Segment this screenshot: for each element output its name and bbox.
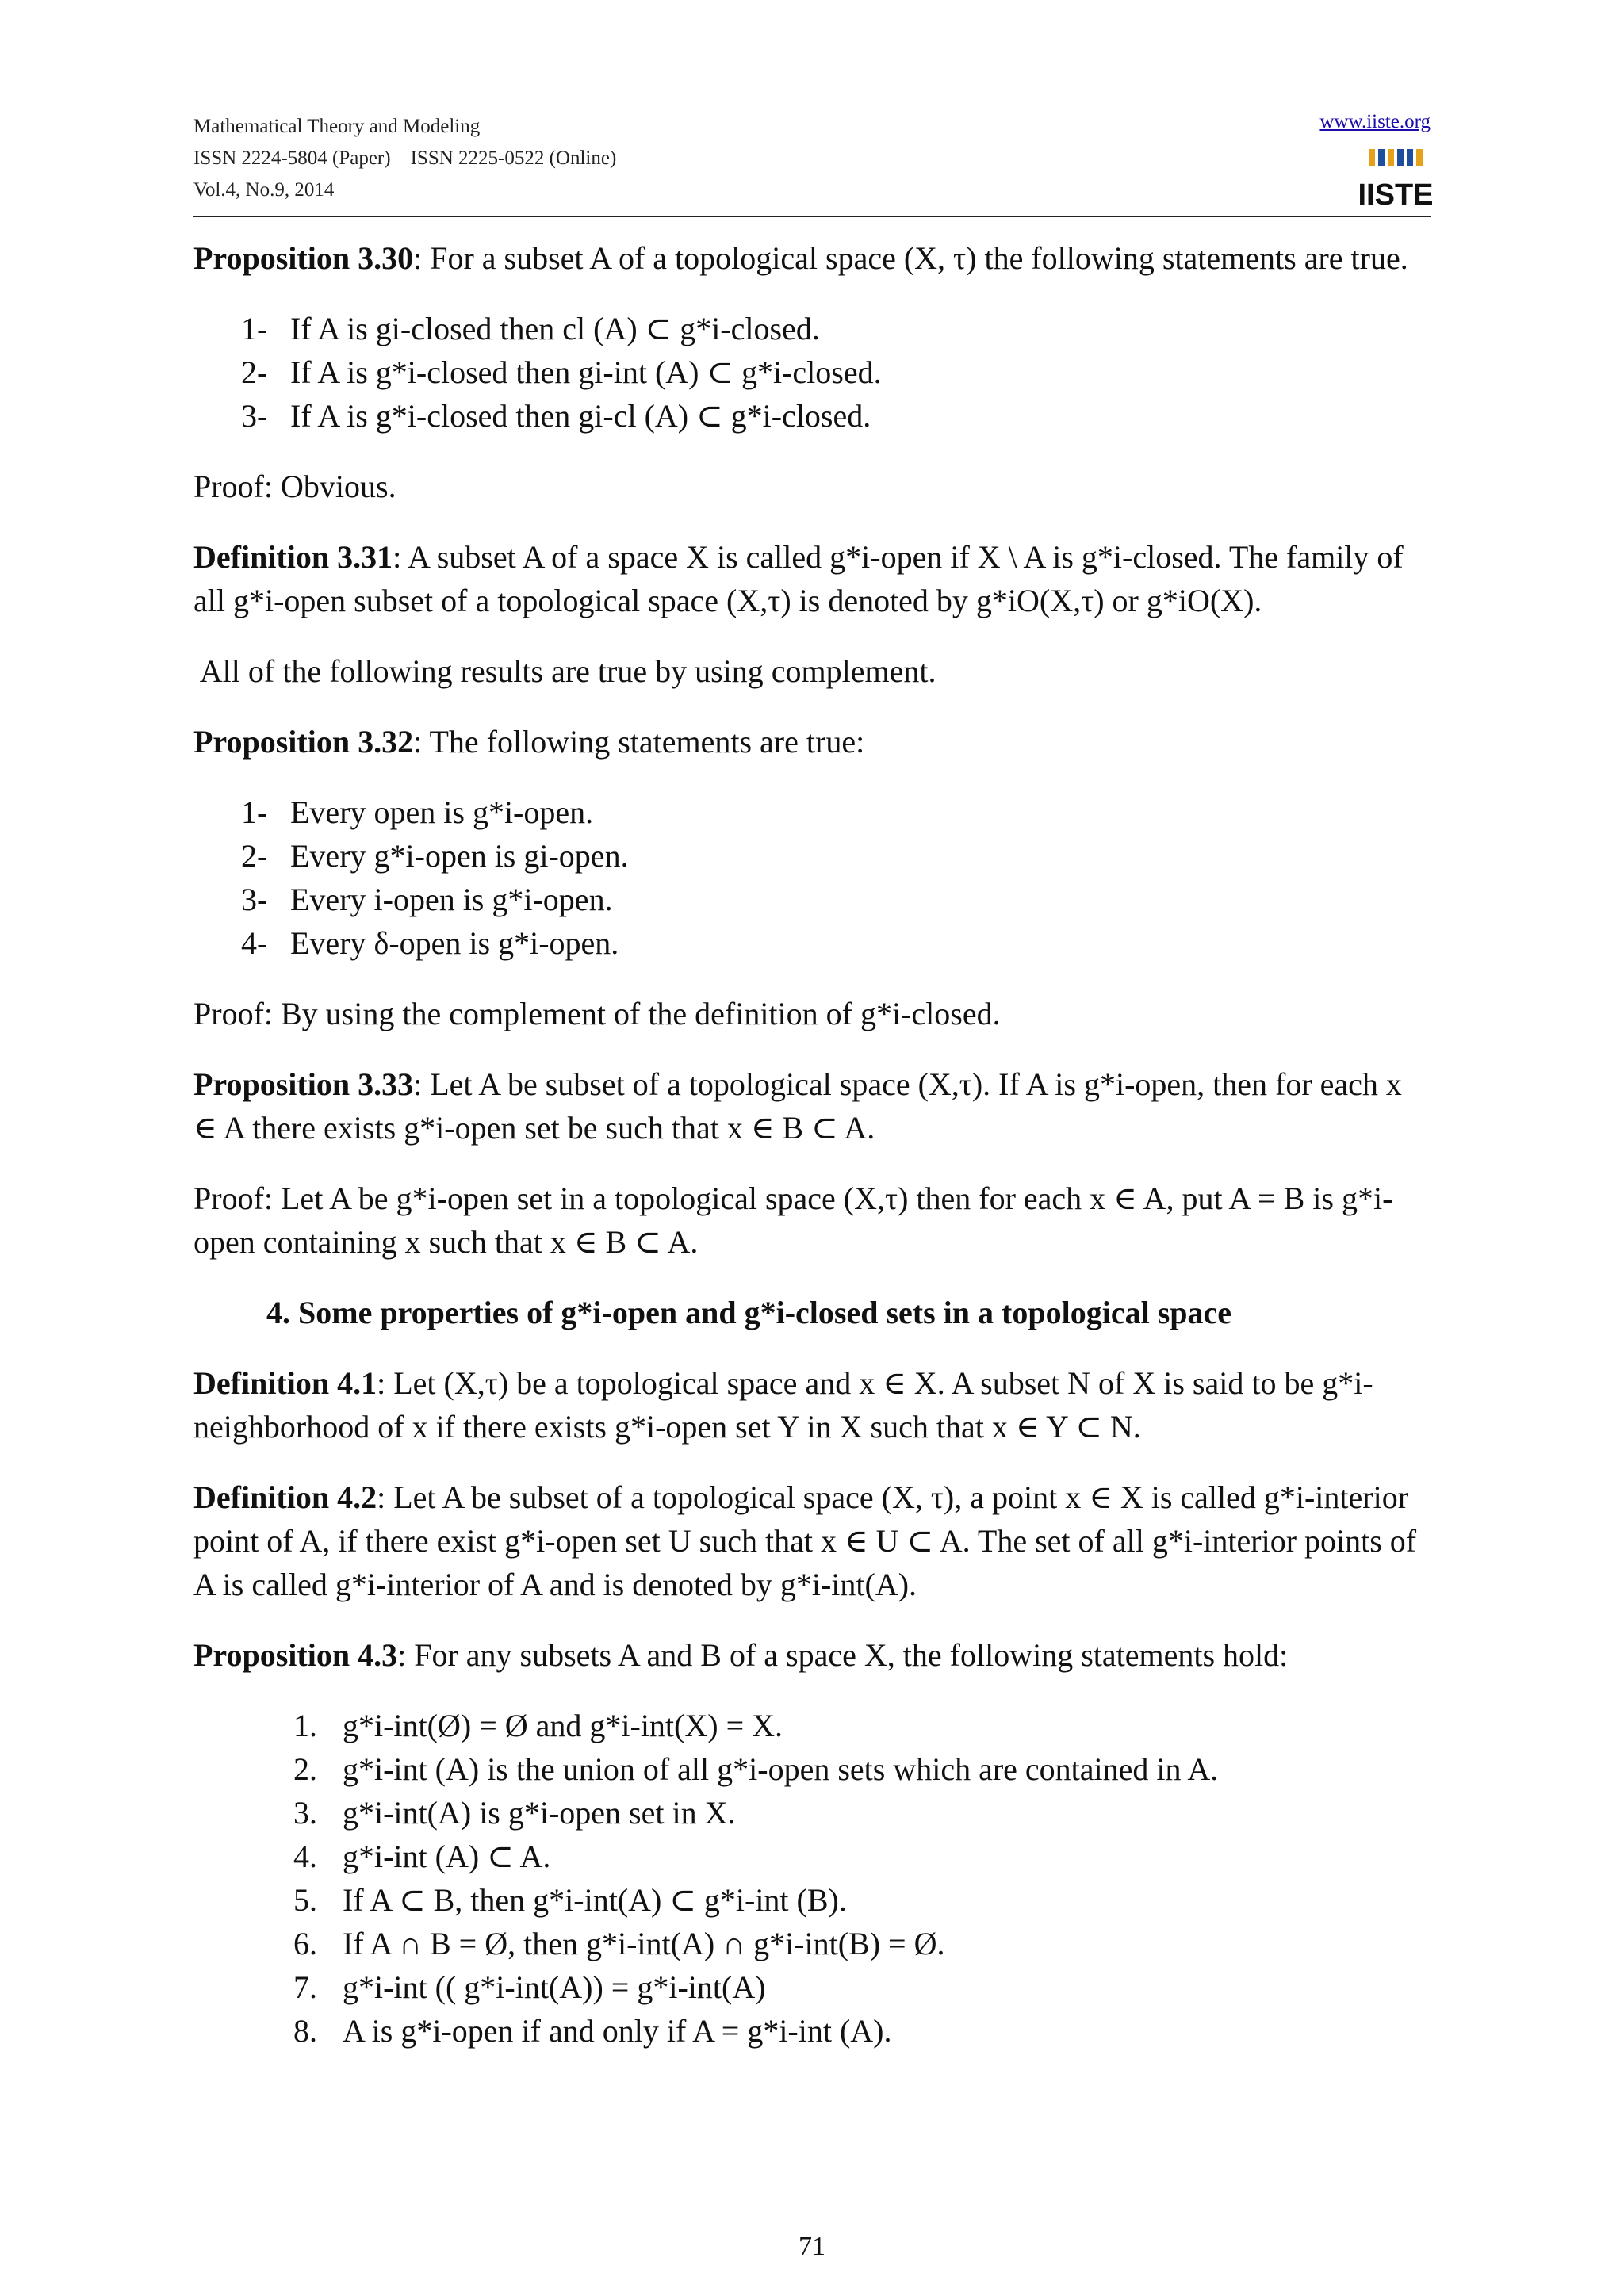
page-number: 71 [799, 2232, 825, 2261]
proposition-3-30 [193, 236, 1431, 280]
definition-4-1 [193, 1361, 1431, 1448]
definition-label: Definition 4.2 [193, 1479, 377, 1515]
main-content [193, 236, 1431, 2053]
definition-text: : A subset A of a space X is called g*i-open if X \ A is g*i-closed. The family of all g*i-open subset of a topological space (X,τ) is denoted by g*iO(X,τ) or g*iO(X). [193, 539, 1404, 618]
logo-text: IISTE [1358, 178, 1434, 212]
list-item: 5. If A ⊂ B, then g*i-int(A) ⊂ g*i-int (B). [293, 1882, 847, 1918]
list-item: 1- Every open is g*i-open. [241, 794, 594, 830]
proposition-3-32 [193, 720, 1431, 763]
proposition-text: : For a subset A of a topological space (X, τ) the following statements are true. [413, 240, 1408, 276]
proposition-3-32-list [193, 790, 1431, 965]
running-header [193, 111, 1434, 214]
list-item: 3- Every i-open is g*i-open. [241, 882, 613, 917]
list-item: 1- If A is gi-closed then cl (A) ⊂ g*i-closed. [241, 311, 820, 346]
definition-3-31 [193, 535, 1431, 622]
proposition-3-30-list [193, 307, 1431, 438]
list-item: 6. If A ∩ B = Ø, then g*i-int(A) ∩ g*i-int(B) = Ø. [293, 1926, 945, 1961]
proposition-4-3-list [193, 1704, 1431, 2053]
volume-line: Vol.4, No.9, 2014 [193, 179, 335, 201]
list-item: 8. A is g*i-open if and only if A = g*i-int (A). [293, 2013, 892, 2049]
definition-label: Definition 3.31 [193, 539, 393, 575]
list-item: 2- Every g*i-open is gi-open. [241, 838, 629, 874]
list-item: 3. g*i-int(A) is g*i-open set in X. [293, 1795, 736, 1831]
proposition-label: Proposition 3.33 [193, 1066, 414, 1102]
list-item: 4. g*i-int (A) ⊂ A. [293, 1839, 551, 1874]
list-item: 2- If A is g*i-closed then gi-int (A) ⊂ g*i-closed. [241, 354, 882, 390]
definition-4-2 [193, 1475, 1431, 1606]
journal-name: Mathematical Theory and Modeling [193, 116, 481, 137]
proof: Proof: Obvious. [193, 469, 396, 504]
website-link[interactable]: www.iiste.org [1320, 111, 1431, 132]
proof: Proof: By using the complement of the definition of g*i-closed. [193, 996, 1001, 1031]
list-item: 2. g*i-int (A) is the union of all g*i-open sets which are contained in A. [293, 1751, 1219, 1787]
proposition-text: : For any subsets A and B of a space X, the following statements hold: [397, 1637, 1289, 1673]
header-right [1320, 111, 1431, 133]
proposition-label: Proposition 3.30 [193, 240, 414, 276]
definition-text: : Let (X,τ) be a topological space and x ∈ X. A subset N of X is said to be g*i-neighborhood of x if there exists g*i-open set Y in X such that x ∈ Y ⊂ N. [193, 1365, 1373, 1445]
list-item: 4- Every δ-open is g*i-open. [241, 925, 619, 961]
proposition-text: : Let A be subset of a topological space (X,τ). If A is g*i-open, then for each x ∈ A there exists g*i-open set be such that x ∈ B ⊂ A. [193, 1066, 1402, 1146]
proposition-label: Proposition 4.3 [193, 1637, 398, 1673]
proposition-text: : The following statements are true: [413, 724, 865, 760]
proof: Proof: Let A be g*i-open set in a topological space (X,τ) then for each x ∈ A, put A = B is g*i-open containing x such that x ∈ B ⊂ A. [193, 1181, 1393, 1260]
list-item: 7. g*i-int (( g*i-int(A)) = g*i-int(A) [293, 1969, 766, 2005]
proposition-label: Proposition 3.32 [193, 724, 414, 760]
proposition-3-33 [193, 1062, 1431, 1150]
iiste-logo-icon [1358, 146, 1434, 212]
header-rule [193, 216, 1431, 217]
section-heading: 4. Some properties of g*i-open and g*i-closed sets in a topological space [266, 1295, 1232, 1330]
issn-line: ISSN 2224-5804 (Paper) ISSN 2225-0522 (Online) [193, 147, 617, 169]
page [193, 111, 1434, 2261]
proposition-4-3 [193, 1633, 1431, 1677]
list-item: 1. g*i-int(Ø) = Ø and g*i-int(X) = X. [293, 1708, 783, 1743]
definition-label: Definition 4.1 [193, 1365, 377, 1401]
list-item: 3- If A is g*i-closed then gi-cl (A) ⊂ g*i-closed. [241, 398, 871, 434]
complement-note: All of the following results are true by using complement. [193, 653, 936, 689]
definition-text: : Let A be subset of a topological space (X, τ), a point x ∈ X is called g*i-interior point of A, if there exist g*i-open set U such that x ∈ U ⊂ A. The set of all g*i-interior points of A is called g*i-interior of A and is denoted by g*i-int(A). [193, 1479, 1417, 1602]
header-left [193, 111, 616, 206]
